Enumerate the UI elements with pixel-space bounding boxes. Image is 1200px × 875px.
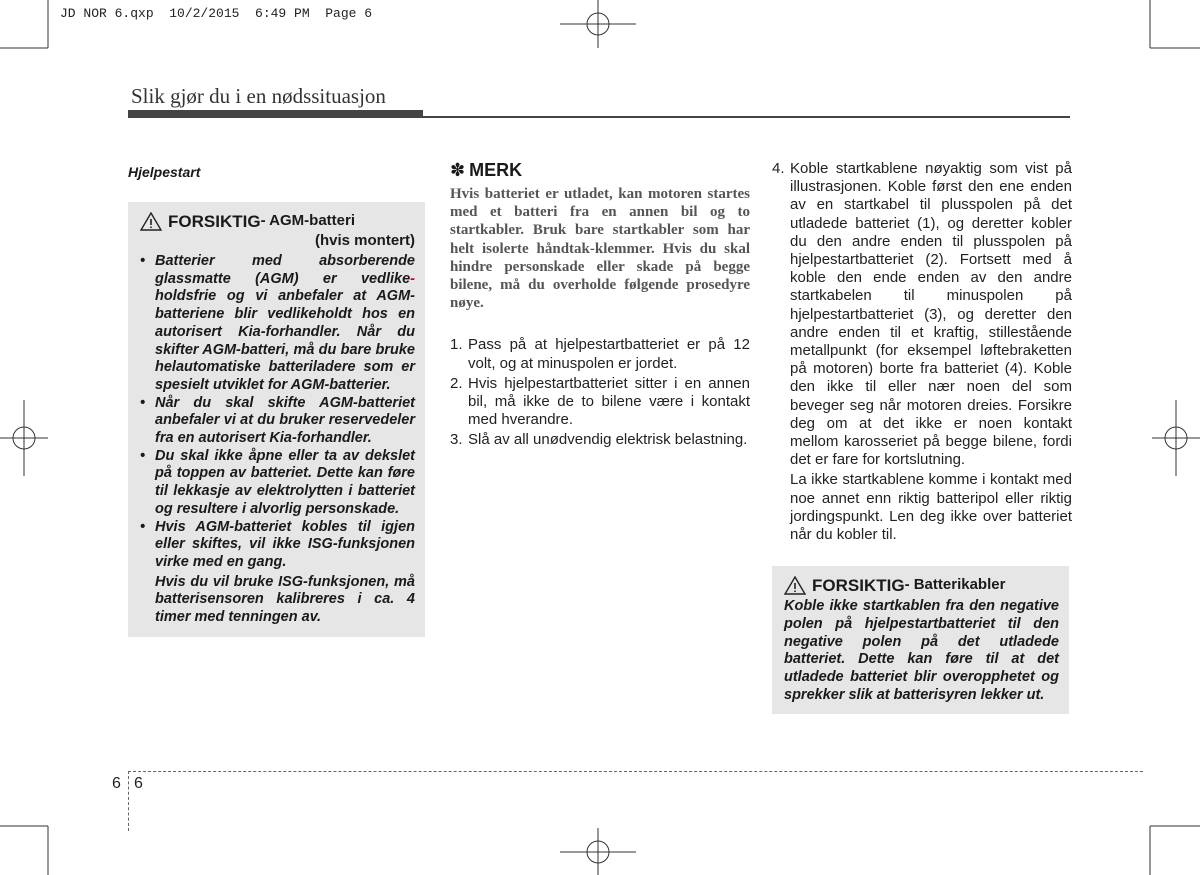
list-item: • Hvis AGM-batteriet kobles til igjen eller skiftes, vil ikke ISG-funksjonen virke med en gang. — [140, 518, 415, 570]
column-right — [772, 160, 1072, 714]
step-text: Koble startkablene nøyaktig som vist på illustrasjonen. Koble først den ene enden av en startkabel til plusspolen på det utladede batteriet (1), og deretter kobler du den andre enden til plusspolen på hjelpestartbatteriet (2). Fortsett med å koble den ende enden av den andre startkabelen til minuspolen på hjelpestartbatteriet (3), og deretter den andre enden til et kraftig, stillestående metallpunkt (for eksempel løftebraketten på motoren) borte fra batteriet (4). Koble den ikke til eller nær noen del som beveger seg når motoren dreies. Forsikre deg om at det ikke er noen kontakt mellom karosseriet på begge bilene, fordi det er fare for kortslutning. — [790, 160, 1072, 469]
column-left — [128, 160, 425, 637]
note-star-icon: ✽ — [450, 160, 466, 180]
list-item: • Du skal ikke åpne eller ta av dekslet på toppen av batteriet. Dette kan føre til lekkasje av elektrolytten i batteriet og resultere i alvorlig personskade. — [140, 447, 415, 517]
bullet-continuation: Hvis du vil bruke ISG-funksjonen, må batterisensoren kalibreres i ca. 4 timer med tenningen av. — [155, 573, 415, 626]
caution-subtitle: - AGM-batteri — [260, 212, 356, 229]
caution-label: FORSIKTIG — [812, 576, 905, 596]
footer-rule — [128, 771, 1143, 772]
caution-subtitle-2: (hvis montert) — [314, 232, 415, 249]
caution-subtitle: - Batterikabler — [904, 576, 1006, 594]
registration-mark-top — [560, 0, 636, 48]
note-label: MERK — [469, 160, 523, 180]
registration-mark-bottom — [560, 828, 636, 875]
step-number: 2. — [450, 374, 463, 392]
bullet-text: holdsfrie og vi anbefaler at AGM-batteriene blir vedlikeholdt hos en autorisert Kia-forhandler. Når du skifter AGM-batteri, må du bare bruke helautomatiske batteriladere som er spesielt utviklet for AGM-batterier. — [155, 288, 415, 393]
step-item — [450, 336, 750, 372]
note-text: Hvis batteriet er utladet, kan motoren startes med et batteri fra en annen bil og to startkabler. Bruk bare startkabler som har helt isolerte håndtak-klemmer. Hvis du skal hindre personskade eller skade på begge bilene, må du overholde følgende prosedyre nøye. — [450, 186, 750, 312]
registration-mark-left — [0, 400, 48, 476]
steps-list — [450, 336, 750, 449]
step-number: 3. — [450, 431, 463, 449]
bullet-text: Du skal ikke åpne eller ta av dekslet på toppen av batteriet. Dette kan føre til lekkasje av elektrolytten i batteriet og resultere i alvorlig personskade. — [155, 447, 415, 517]
caution-body: Koble ikke startkablen fra den negative polen på hjelpestartbatteriet til den negative polen på det utladede batteriet. Dette kan føre til at det utladede batteriet blir overopphetet og sprekker slik at batterisyren lekker ut. — [784, 598, 1059, 703]
note-heading — [450, 160, 750, 181]
bullet-text: Når du skal skifte AGM-batteriet anbefaler vi at du bruker reservedeler fra en autorisert Kia-forhandler. — [155, 394, 415, 447]
step-number: 4. — [772, 160, 785, 177]
section-heading: Hjelpestart — [128, 164, 201, 180]
caution-body — [140, 253, 415, 627]
page-number: 6 — [134, 775, 143, 792]
step-text: Pass på at hjelpestartbatteriet er på 12 volt, og at minuspolen er jordet. — [468, 336, 750, 372]
bullet-text: Hvis AGM-batteriet kobles til igjen eller skiftes, vil ikke ISG-funksjonen virke med en gang. — [155, 518, 415, 570]
caution-label: FORSIKTIG — [168, 212, 261, 231]
caution-box-cables — [772, 566, 1069, 714]
list-item: • Når du skal skifte AGM-batteriet anbefaler vi at du bruker reservedeler fra en autorisert Kia-forhandler. — [140, 394, 415, 447]
column-middle — [450, 160, 750, 452]
step-text: Hvis hjelpestartbatteriet sitter i en annen bil, må ikke de to bilene være i kontakt med hverandre. — [468, 374, 750, 429]
list-item: • Batterier med absorberende glassmatte (AGM) er vedlike-holdsfrie og vi anbefaler at AGM-batteriene blir vedlikeholdt hos en autorisert Kia-forhandler. Når du skifter AGM-batteri, må du bare bruke helautomatiske batteriladere som er spesielt utviklet for AGM-batterier. — [140, 253, 415, 393]
steps-list — [772, 160, 1072, 544]
chapter-number: 6 — [112, 775, 121, 792]
step-item — [450, 375, 750, 430]
caution-title — [140, 212, 415, 232]
title-rule — [128, 110, 1070, 118]
step-item — [772, 160, 1072, 469]
page-title: Slik gjør du i en nødssituasjon — [131, 84, 386, 108]
step-number: 1. — [450, 336, 463, 354]
hyphen-mark: - — [410, 270, 415, 287]
registration-mark-right — [1152, 400, 1200, 476]
footer-divider — [128, 771, 129, 831]
print-slug: JD NOR 6.qxp 10/2/2015 6:49 PM Page 6 — [60, 6, 373, 21]
caution-title — [784, 576, 1059, 596]
step-note: La ikke startkablene komme i kontakt med noe annet enn riktig batteripol eller riktig jordingspunkt. Len deg ikke over batteriet når du kobler til. — [790, 471, 1072, 544]
warning-icon — [784, 576, 806, 595]
bullet-text: Batterier med absorberende glassmatte (AGM) er vedlike — [155, 253, 415, 287]
step-text: Slå av all unødvendig elektrisk belastning. — [468, 431, 748, 449]
caution-box-agm — [128, 202, 425, 637]
warning-icon — [140, 212, 162, 231]
step-item — [450, 431, 750, 449]
